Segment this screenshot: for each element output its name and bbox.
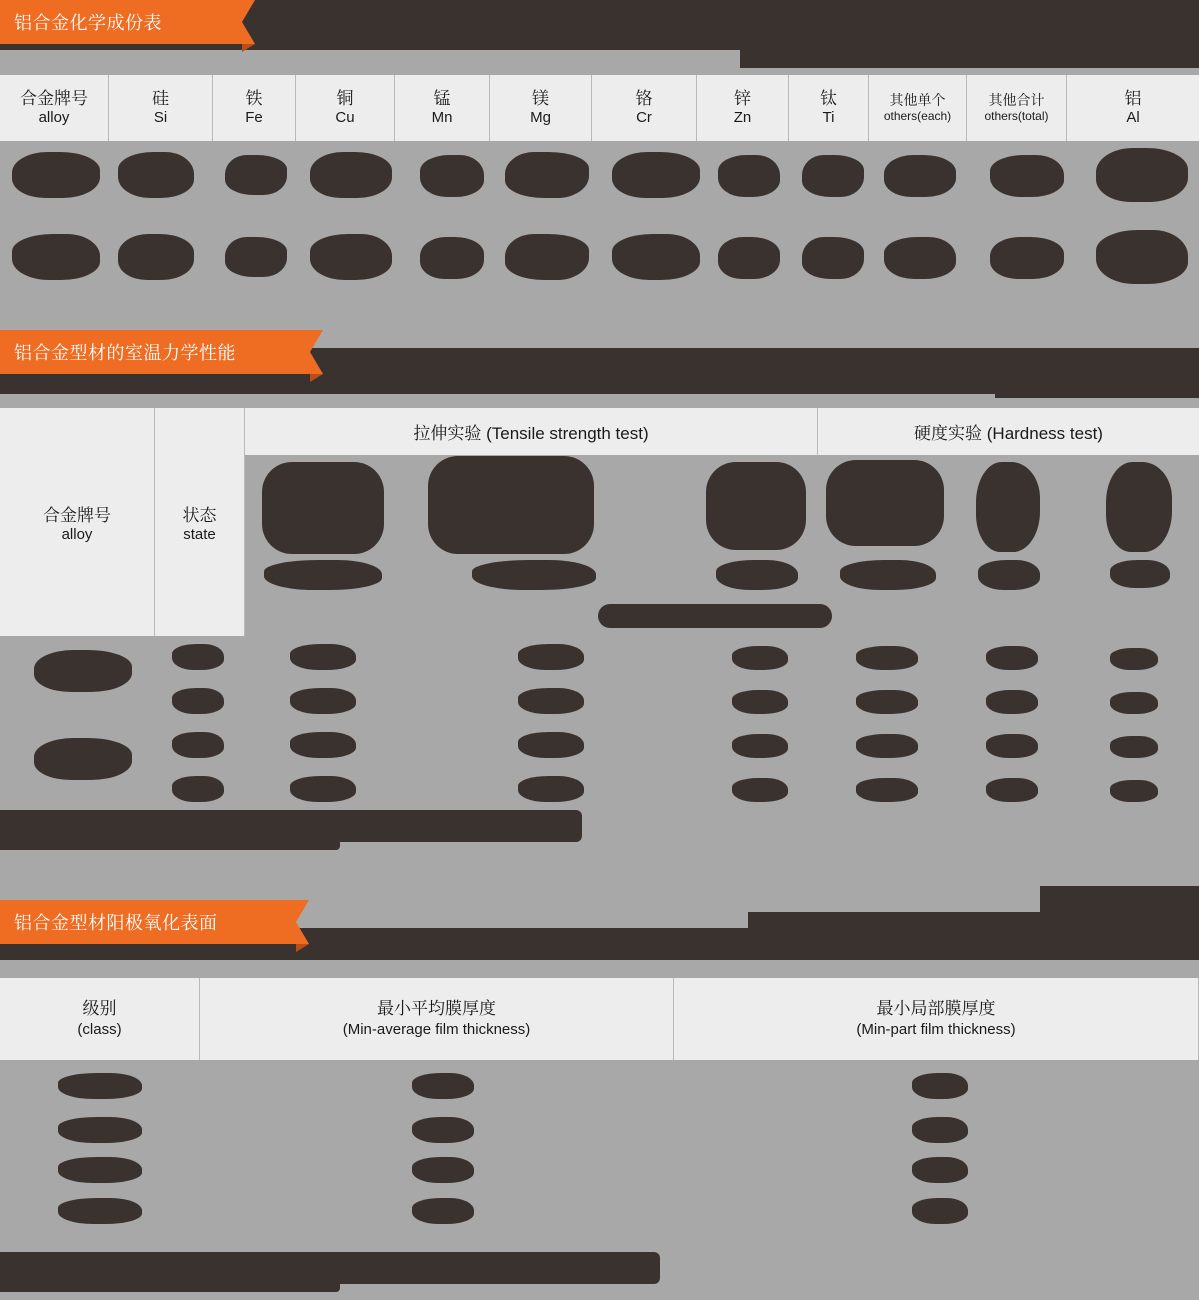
column-header-cn: 合金牌号 <box>20 89 88 108</box>
group-header-tensile <box>245 408 818 455</box>
redacted-cell <box>58 1073 142 1099</box>
group-header-label: 拉伸实验 (Tensile strength test) <box>413 424 649 443</box>
redacted-cell <box>264 560 382 590</box>
redacted-cell <box>58 1198 142 1224</box>
column-header-others-each <box>869 75 967 141</box>
redacted-cell <box>732 778 788 802</box>
redacted-cell <box>34 738 132 780</box>
redacted-cell <box>518 688 584 714</box>
redacted-cell <box>290 688 356 714</box>
column-header-en: others(each) <box>883 109 952 124</box>
column-header-cn: 其他合计 <box>988 91 1045 108</box>
column-header-cn: 铜 <box>336 89 354 108</box>
redacted-cell <box>598 604 832 628</box>
redacted-cell <box>884 155 956 197</box>
redacted-cell <box>172 644 224 670</box>
column-header-cu <box>296 75 395 141</box>
column-header-cn: 最小平均膜厚度 <box>377 999 496 1019</box>
redacted-cell <box>472 560 596 590</box>
redacted-cell <box>420 237 484 279</box>
section2-footer-redaction-band2 <box>0 810 340 850</box>
redacted-cell <box>732 734 788 758</box>
redacted-cell <box>826 460 944 546</box>
redacted-cell <box>518 776 584 802</box>
redacted-cell <box>732 690 788 714</box>
redacted-cell <box>262 462 384 554</box>
redacted-cell <box>290 776 356 802</box>
section3-top-redaction-band-step2 <box>1040 886 1199 960</box>
column-header-en: Cu <box>335 109 355 127</box>
redacted-cell <box>310 152 392 198</box>
redacted-cell <box>1110 780 1158 802</box>
column-header-min-average-thickness <box>200 978 674 1060</box>
redacted-cell <box>225 237 287 277</box>
redacted-cell <box>884 237 956 279</box>
column-header-state-tall <box>155 408 245 636</box>
column-header-en: Zn <box>733 109 752 127</box>
redacted-cell <box>856 646 918 670</box>
group-header-label: 硬度实验 (Hardness test) <box>914 424 1103 443</box>
redacted-cell <box>12 234 100 280</box>
column-header-en: Fe <box>245 109 263 127</box>
column-header-en: Mn <box>431 109 453 127</box>
column-header-cn: 铝 <box>1124 89 1142 108</box>
column-header-alloy-tall <box>0 408 155 636</box>
redacted-cell <box>428 456 594 554</box>
column-header-ti <box>789 75 869 141</box>
banner-notch <box>296 944 309 952</box>
column-header-mg <box>490 75 592 141</box>
redacted-cell <box>976 462 1040 552</box>
column-header-mn <box>395 75 490 141</box>
redacted-cell <box>172 688 224 714</box>
column-header-en: (Min-average film thickness) <box>342 1021 531 1039</box>
column-header-cr <box>592 75 697 141</box>
column-header-zn <box>697 75 789 141</box>
column-header-en: Mg <box>530 109 551 127</box>
redacted-cell <box>802 237 864 279</box>
redacted-cell <box>1110 736 1158 758</box>
redacted-cell <box>840 560 936 590</box>
column-header-al <box>1067 75 1199 141</box>
redacted-cell <box>912 1117 968 1143</box>
column-header-cn: 最小局部膜厚度 <box>876 999 996 1019</box>
redacted-cell <box>412 1157 474 1183</box>
section3-banner-label: 铝合金型材阳极氧化表面 <box>14 913 218 933</box>
redacted-cell <box>1110 560 1170 588</box>
redacted-cell <box>856 690 918 714</box>
group-header-hardness <box>818 408 1199 455</box>
redacted-cell <box>1110 692 1158 714</box>
redacted-cell <box>856 734 918 758</box>
redacted-cell <box>718 237 780 279</box>
redacted-cell <box>986 778 1038 802</box>
column-header-alloy <box>0 75 109 141</box>
redacted-cell <box>912 1198 968 1224</box>
column-header-fe <box>213 75 296 141</box>
column-header-others-total <box>967 75 1067 141</box>
redacted-cell <box>58 1157 142 1183</box>
redacted-cell <box>172 776 224 802</box>
redacted-cell <box>12 152 100 198</box>
section3-banner <box>0 900 296 944</box>
column-header-en: (Min-part film thickness) <box>856 1021 1016 1039</box>
redacted-cell <box>225 155 287 195</box>
redacted-cell <box>978 560 1040 590</box>
redacted-cell <box>990 155 1064 197</box>
redacted-cell <box>986 646 1038 670</box>
column-header-cn: 状态 <box>182 506 217 525</box>
section2-banner <box>0 330 310 374</box>
column-header-en: alloy <box>61 526 93 543</box>
redacted-cell <box>290 732 356 758</box>
redacted-cell <box>118 234 194 280</box>
redacted-cell <box>716 560 798 590</box>
column-header-cn: 铬 <box>635 89 653 108</box>
redacted-cell <box>58 1117 142 1143</box>
redacted-cell <box>310 234 392 280</box>
redacted-cell <box>518 732 584 758</box>
redacted-cell <box>505 152 589 198</box>
redacted-cell <box>118 152 194 198</box>
section2-top-redaction-band-step2 <box>995 348 1199 398</box>
redacted-cell <box>34 650 132 692</box>
section1-top-redaction-band-step3 <box>230 28 770 46</box>
redacted-cell <box>1110 648 1158 670</box>
column-header-en: (class) <box>77 1021 122 1039</box>
redacted-cell <box>420 155 484 197</box>
column-header-en: Si <box>153 109 168 127</box>
redacted-cell <box>1096 148 1188 202</box>
column-header-cn: 其他单个 <box>889 91 946 108</box>
redacted-cell <box>986 734 1038 758</box>
redacted-cell <box>856 778 918 802</box>
redacted-cell <box>912 1157 968 1183</box>
redacted-cell <box>612 152 700 198</box>
redacted-cell <box>732 646 788 670</box>
column-header-cn: 镁 <box>532 89 549 108</box>
column-header-en: Cr <box>636 109 652 127</box>
redacted-cell <box>1106 462 1172 552</box>
section1-banner-label: 铝合金化学成份表 <box>14 13 162 33</box>
redacted-cell <box>706 462 806 550</box>
redacted-cell <box>518 644 584 670</box>
column-header-cn: 锌 <box>734 89 751 108</box>
redacted-cell <box>802 155 864 197</box>
redacted-cell <box>912 1073 968 1099</box>
redacted-cell <box>412 1073 474 1099</box>
column-header-si <box>109 75 213 141</box>
banner-notch <box>242 44 255 52</box>
redacted-cell <box>986 690 1038 714</box>
column-header-en: alloy <box>38 109 70 127</box>
column-header-cn: 硅 <box>152 89 169 108</box>
redacted-cell <box>718 155 780 197</box>
redacted-cell <box>612 234 700 280</box>
banner-notch <box>310 374 323 382</box>
redacted-cell <box>412 1198 474 1224</box>
redacted-cell <box>505 234 589 280</box>
column-header-min-part-thickness <box>674 978 1199 1060</box>
section1-top-redaction-band-step2 <box>740 28 1199 68</box>
section2-banner-label: 铝合金型材的室温力学性能 <box>14 343 236 363</box>
column-header-cn: 铁 <box>245 89 263 108</box>
column-header-cn: 钛 <box>820 89 837 108</box>
redacted-cell <box>412 1117 474 1143</box>
column-header-class <box>0 978 200 1060</box>
redacted-cell <box>290 644 356 670</box>
column-header-en: Ti <box>822 109 835 127</box>
section1-banner <box>0 0 242 44</box>
section1-header-row <box>0 75 1199 141</box>
column-header-en: state <box>183 526 216 543</box>
redacted-cell <box>1096 230 1188 284</box>
section3-footer-redaction-band2 <box>0 1252 340 1292</box>
column-header-en: others(total) <box>984 109 1049 124</box>
column-header-cn: 级别 <box>82 999 117 1019</box>
column-header-cn: 锰 <box>433 89 451 108</box>
column-header-en: Al <box>1126 109 1140 127</box>
column-header-cn: 合金牌号 <box>43 506 111 525</box>
redacted-cell <box>172 732 224 758</box>
redacted-cell <box>990 237 1064 279</box>
